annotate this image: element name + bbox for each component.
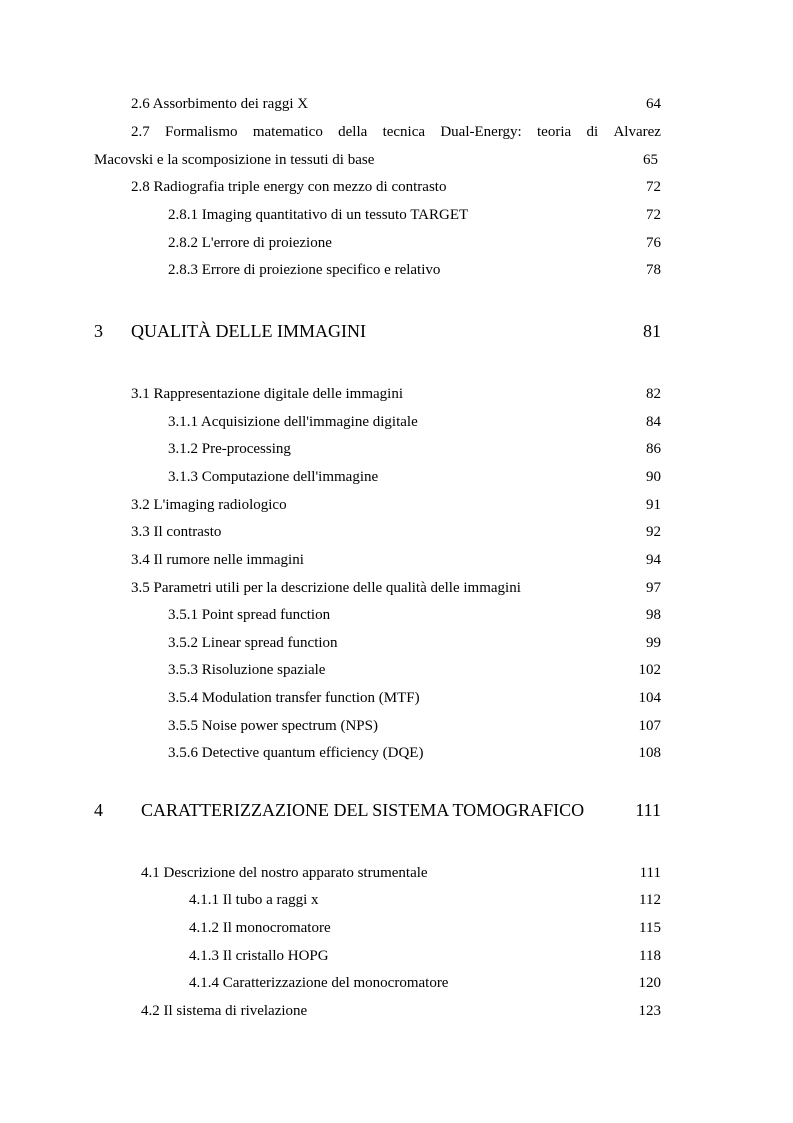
toc-entry-4-1-title: 4.1 Descrizione del nostro apparato strumentale	[141, 865, 428, 881]
toc-entry-3-5-4-page: 104	[638, 690, 661, 706]
toc-entry-4-1-2-title: 4.1.2 Il monocromatore	[189, 920, 331, 936]
toc-entry-3-5-4-title: 3.5.4 Modulation transfer function (MTF)	[168, 690, 420, 706]
toc-entry-3-5-2-page: 99	[646, 635, 661, 651]
toc-entry-3-2-page: 91	[646, 497, 661, 513]
toc-entry-3-5-1-page: 98	[646, 607, 661, 623]
toc-word: della	[338, 124, 368, 140]
toc-word: 2.7	[131, 124, 150, 140]
toc-entry-3-4-page: 94	[646, 552, 661, 568]
toc-entry-3-5-2-title: 3.5.2 Linear spread function	[168, 635, 338, 651]
toc-chapter-4-title: CARATTERIZZAZIONE DEL SISTEMA TOMOGRAFICO	[141, 800, 585, 820]
toc-entry-3-5-5-page: 107	[638, 718, 661, 734]
toc-entry-4-1-page: 111	[639, 865, 661, 881]
toc-entry-3-1-page: 82	[646, 386, 661, 402]
toc-entry-4-1-1-page: 112	[639, 892, 661, 908]
toc-word: di	[586, 124, 599, 140]
toc-entry-2-6-title: 2.6 Assorbimento dei raggi X	[131, 96, 309, 112]
toc-entry-2-7-page: 65	[643, 152, 658, 168]
toc-entry-3-5-5-title: 3.5.5 Noise power spectrum (NPS)	[168, 718, 378, 734]
toc-entry-2-8-2-page: 76	[646, 235, 661, 251]
toc-entry-3-4-title: 3.4 Il rumore nelle immagini	[131, 552, 304, 568]
toc-entry-3-1-1-page: 84	[646, 414, 661, 430]
toc-entry-4-2-title: 4.2 Il sistema di rivelazione	[141, 1003, 308, 1019]
toc-chapter-4-page: 111	[635, 800, 661, 820]
toc-entry-2-7-title-line1	[131, 123, 661, 141]
toc-word: matematico	[252, 124, 323, 140]
toc-word: tecnica	[382, 124, 426, 140]
toc-entry-3-1-3-title: 3.1.3 Computazione dell'immagine	[168, 469, 379, 485]
toc-chapter-3-title: QUALITÀ DELLE IMMAGINI	[131, 321, 366, 341]
toc-entry-4-1-2-page: 115	[639, 920, 661, 936]
toc-entry-3-5-6-title: 3.5.6 Detective quantum efficiency (DQE)	[168, 745, 424, 761]
toc-entry-4-1-3-title: 4.1.3 Il cristallo HOPG	[189, 948, 329, 964]
toc-entry-3-1-title: 3.1 Rappresentazione digitale delle immagini	[131, 386, 403, 402]
toc-entry-3-5-1-title: 3.5.1 Point spread function	[168, 607, 331, 623]
toc-entry-3-5-page: 97	[646, 580, 661, 596]
toc-entry-2-8-3-page: 78	[646, 262, 661, 278]
toc-entry-2-8-title: 2.8 Radiografia triple energy con mezzo di contrasto	[131, 179, 447, 195]
toc-entry-2-8-2-title: 2.8.2 L'errore di proiezione	[168, 235, 332, 251]
toc-entry-2-8-1-page: 72	[646, 207, 661, 223]
toc-entry-4-1-4-title: 4.1.4 Caratterizzazione del monocromatore	[189, 975, 449, 991]
toc-word: teoria	[537, 124, 572, 140]
toc-entry-2-7-title-line2: Macovski e la scomposizione in tessuti di base	[94, 152, 375, 168]
toc-chapter-3-page: 81	[643, 321, 661, 341]
toc-chapter-3-number: 3	[94, 321, 103, 341]
toc-entry-3-1-3-page: 90	[646, 469, 661, 485]
toc-word: Dual-Energy:	[440, 124, 522, 140]
toc-entry-3-1-1-title: 3.1.1 Acquisizione dell'immagine digitale	[168, 414, 418, 430]
toc-word: Formalismo	[165, 124, 238, 140]
toc-entry-4-1-3-page: 118	[639, 948, 661, 964]
toc-entry-3-2-title: 3.2 L'imaging radiologico	[131, 497, 287, 513]
toc-word: Alvarez	[613, 124, 661, 140]
toc-entry-3-5-6-page: 108	[638, 745, 661, 761]
toc-entry-3-3-title: 3.3 Il contrasto	[131, 524, 222, 540]
toc-entry-3-5-title: 3.5 Parametri utili per la descrizione delle qualità delle immagini	[131, 580, 521, 596]
toc-entry-4-1-1-title: 4.1.1 Il tubo a raggi x	[189, 892, 319, 908]
toc-entry-2-6-page: 64	[646, 96, 661, 112]
toc-chapter-4-number: 4	[94, 800, 103, 820]
toc-entry-3-5-3-page: 102	[638, 662, 661, 678]
toc-entry-3-3-page: 92	[646, 524, 661, 540]
toc-entry-2-8-3-title: 2.8.3 Errore di proiezione specifico e relativo	[168, 262, 441, 278]
toc-entry-4-1-4-page: 120	[638, 975, 661, 991]
toc-entry-3-5-3-title: 3.5.3 Risoluzione spaziale	[168, 662, 326, 678]
toc-entry-3-1-2-page: 86	[646, 441, 661, 457]
toc-entry-4-2-page: 123	[638, 1003, 661, 1019]
toc-entry-2-8-1-title: 2.8.1 Imaging quantitativo di un tessuto TARGET	[168, 207, 469, 223]
toc-entry-2-8-page: 72	[646, 179, 661, 195]
toc-entry-3-1-2-title: 3.1.2 Pre-processing	[168, 441, 291, 457]
